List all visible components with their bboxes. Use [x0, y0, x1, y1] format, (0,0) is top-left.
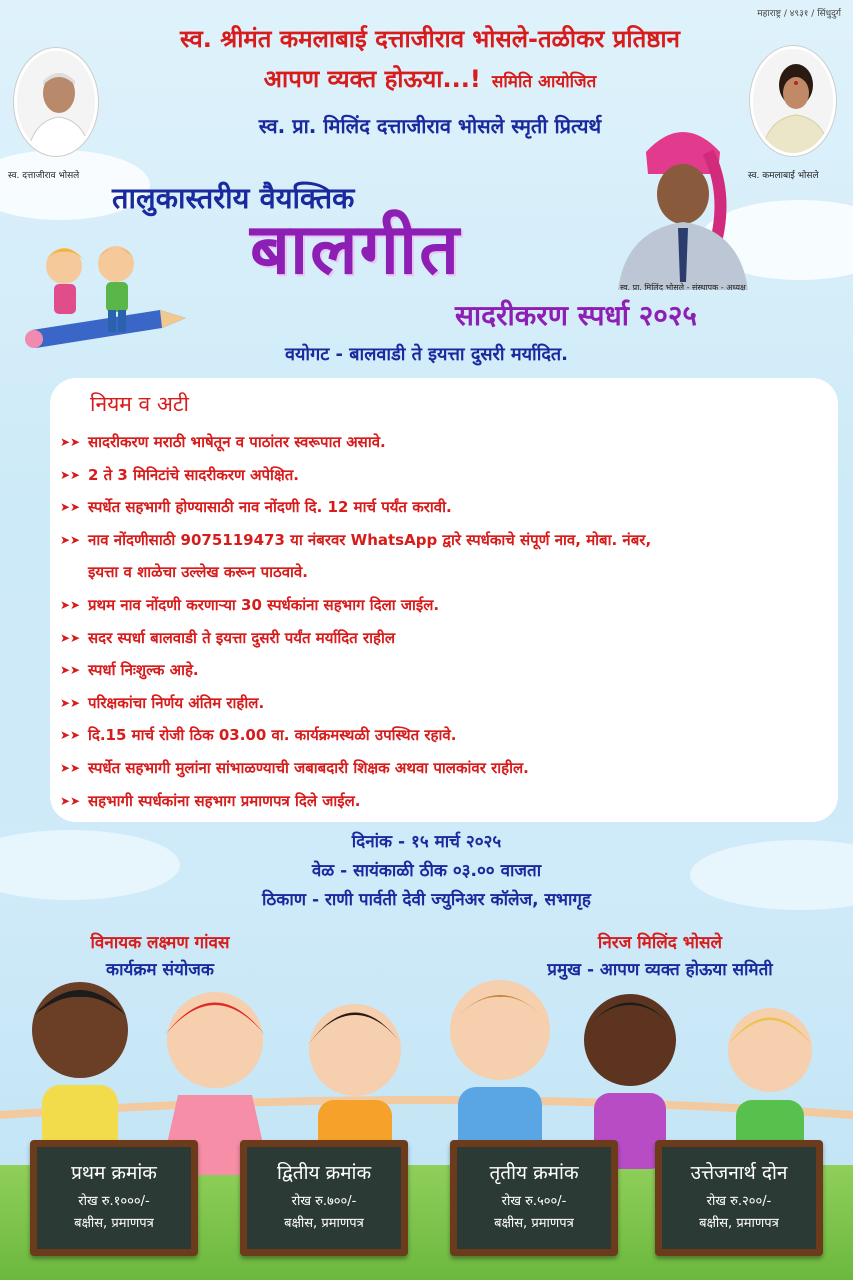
portrait-right — [750, 46, 836, 156]
chalkboard — [247, 1147, 401, 1249]
prize-amount: रोख रु.२००/- — [706, 1194, 772, 1209]
competition-subtitle: सादरीकरण स्पर्धा २०२५ — [455, 299, 697, 332]
competition-level: तालुकास्तरीय वैयक्तिक — [112, 181, 355, 215]
age-group: वयोगट - बालवाडी ते इयत्ता दुसरी मर्यादित. — [284, 344, 569, 365]
arrow-bullet-icon: ➤➤ — [60, 500, 81, 515]
arrow-bullet-icon: ➤➤ — [60, 467, 81, 482]
rules-heading: नियम व अटी — [90, 392, 189, 416]
rule-item: ➤➤ स्पर्धा निःशुल्क आहे. — [60, 654, 651, 687]
founder-portrait-icon — [608, 112, 758, 290]
rule-item: ➤➤ स्पर्धेत सहभागी होण्यासाठी नाव नोंदणी दि. 12 मार्च पर्यंत करावी. — [60, 491, 651, 524]
chalkboard — [37, 1147, 191, 1249]
man-portrait-icon — [17, 51, 98, 156]
competition-main-title: बालगीत — [250, 208, 461, 290]
prize-board-third — [450, 1140, 618, 1256]
rule-item: ➤➤ सहभागी स्पर्धकांना सहभाग प्रमाणपत्र दिले जाईल. — [60, 785, 651, 818]
rule-item: ➤➤ दि.15 मार्च रोजी ठिक 03.00 वा. कार्यक्रमस्थळी उपस्थित रहावे. — [60, 719, 651, 752]
prize-title: प्रथम क्रमांक — [71, 1162, 157, 1184]
tagline-sub: समिति आयोजित — [491, 72, 597, 92]
arrow-bullet-icon: ➤➤ — [60, 435, 81, 449]
chalkboard — [662, 1147, 816, 1249]
event-time: वेळ - सायंकाळी ठीक ०३.०० वाजता — [311, 861, 542, 881]
event-venue: ठिकाण - राणी पार्वती देवी ज्युनिअर कॉलेज, सभागृह — [262, 890, 591, 910]
organizer-right-role: प्रमुख - आपण व्यक्त होऊया समिती — [547, 960, 773, 980]
tagline-main: आपण व्यक्त होऊया...! — [263, 65, 481, 93]
event-info — [0, 828, 853, 915]
prize-amount: रोख रु.५००/- — [501, 1194, 567, 1209]
organizer-left-name: विनायक लक्ष्मण गांवस — [90, 933, 230, 953]
org-title: स्व. श्रीमंत कमलाबाई दत्ताजीराव भोसले-तळीकर प्रतिष्ठान — [180, 25, 680, 53]
rule-item: ➤➤ नाव नोंदणीसाठी 9075119473 या नंबरवर WhatsApp द्वारे स्पर्धकाचे संपूर्ण नाव, मोबा. नंबर, — [60, 524, 651, 557]
arrow-bullet-icon: ➤➤ — [60, 597, 81, 612]
arrow-bullet-icon: ➤➤ — [60, 695, 81, 710]
rule-item: ➤➤ सदर स्पर्धा बालवाडी ते इयत्ता दुसरी पर्यंत मर्यादित राहील — [60, 622, 651, 655]
organizer-left-role: कार्यक्रम संयोजक — [106, 960, 214, 980]
prize-amount: रोख रु.७००/- — [291, 1194, 357, 1209]
portrait-left-caption: स्व. दत्ताजीराव भोसले — [8, 171, 80, 181]
arrow-bullet-icon: ➤➤ — [60, 793, 81, 808]
prize-extra: बक्षीस, प्रमाणपत्र — [699, 1216, 779, 1231]
arrow-bullet-icon: ➤➤ — [60, 760, 81, 775]
rule-item: ➤➤ 2 ते 3 मिनिटांचे सादरीकरण अपेक्षित. — [60, 459, 651, 492]
rule-item: ➤➤ स्पर्धेत सहभागी मुलांना सांभाळण्याची जबाबदारी शिक्षक अथवा पालकांवर राहील. — [60, 752, 651, 785]
arrow-bullet-icon: ➤➤ — [60, 728, 81, 743]
prize-title: उत्तेजनार्थ दोन — [690, 1162, 788, 1184]
kids-pencil-icon — [20, 236, 190, 356]
rule-item: ➤➤ प्रथम नाव नोंदणी करणाऱ्या 30 स्पर्धकांना सहभाग दिला जाईल. — [60, 589, 651, 622]
event-date: दिनांक - १५ मार्च २०२५ — [351, 832, 502, 852]
woman-portrait-icon — [753, 49, 836, 156]
tagline — [110, 62, 750, 95]
founder-photo — [608, 112, 758, 290]
prize-title: तृतीय क्रमांक — [489, 1162, 579, 1184]
chalkboard — [457, 1147, 611, 1249]
portrait-left — [14, 48, 98, 156]
rule-item: ➤➤ सादरीकरण मराठी भाषेतून व पाठांतर स्वरूपात असावे. — [60, 426, 651, 459]
prize-extra: बक्षीस, प्रमाणपत्र — [284, 1216, 364, 1231]
prize-amount: रोख रु.१०००/- — [78, 1194, 150, 1209]
arrow-bullet-icon: ➤➤ — [60, 532, 81, 547]
organizer-right-name: निरज मिलिंद भोसले — [597, 933, 723, 953]
kids-on-pencil-illustration — [20, 236, 190, 356]
arrow-bullet-icon: ➤➤ — [60, 663, 81, 678]
rules-panel — [50, 378, 838, 822]
rule-item-continuation: इयत्ता व शाळेचा उल्लेख करून पाठवावे. — [88, 563, 308, 582]
prize-board-first — [30, 1140, 198, 1256]
prize-title: द्वितीय क्रमांक — [276, 1162, 372, 1184]
prize-board-consolation — [655, 1140, 823, 1256]
arrow-bullet-icon: ➤➤ — [60, 630, 81, 645]
memorial-line: स्व. प्रा. मिलिंद दत्ताजीराव भोसले स्मृती प्रित्यर्थ — [258, 114, 602, 138]
rules-list — [60, 426, 651, 817]
founder-caption: स्व. प्रा. मिलिंद भोसले - संस्थापक - अध्यक्ष — [620, 283, 746, 292]
prize-board-second — [240, 1140, 408, 1256]
prize-extra: बक्षीस, प्रमाणपत्र — [74, 1216, 154, 1231]
corner-note: महाराष्ट्र / ४९३१ / सिंधुदुर्ग — [757, 9, 841, 19]
rule-item: ➤➤ परिक्षकांचा निर्णय अंतिम राहील. — [60, 687, 651, 720]
portrait-right-caption: स्व. कमलाबाई भोसले — [748, 171, 819, 181]
prize-extra: बक्षीस, प्रमाणपत्र — [494, 1216, 574, 1231]
